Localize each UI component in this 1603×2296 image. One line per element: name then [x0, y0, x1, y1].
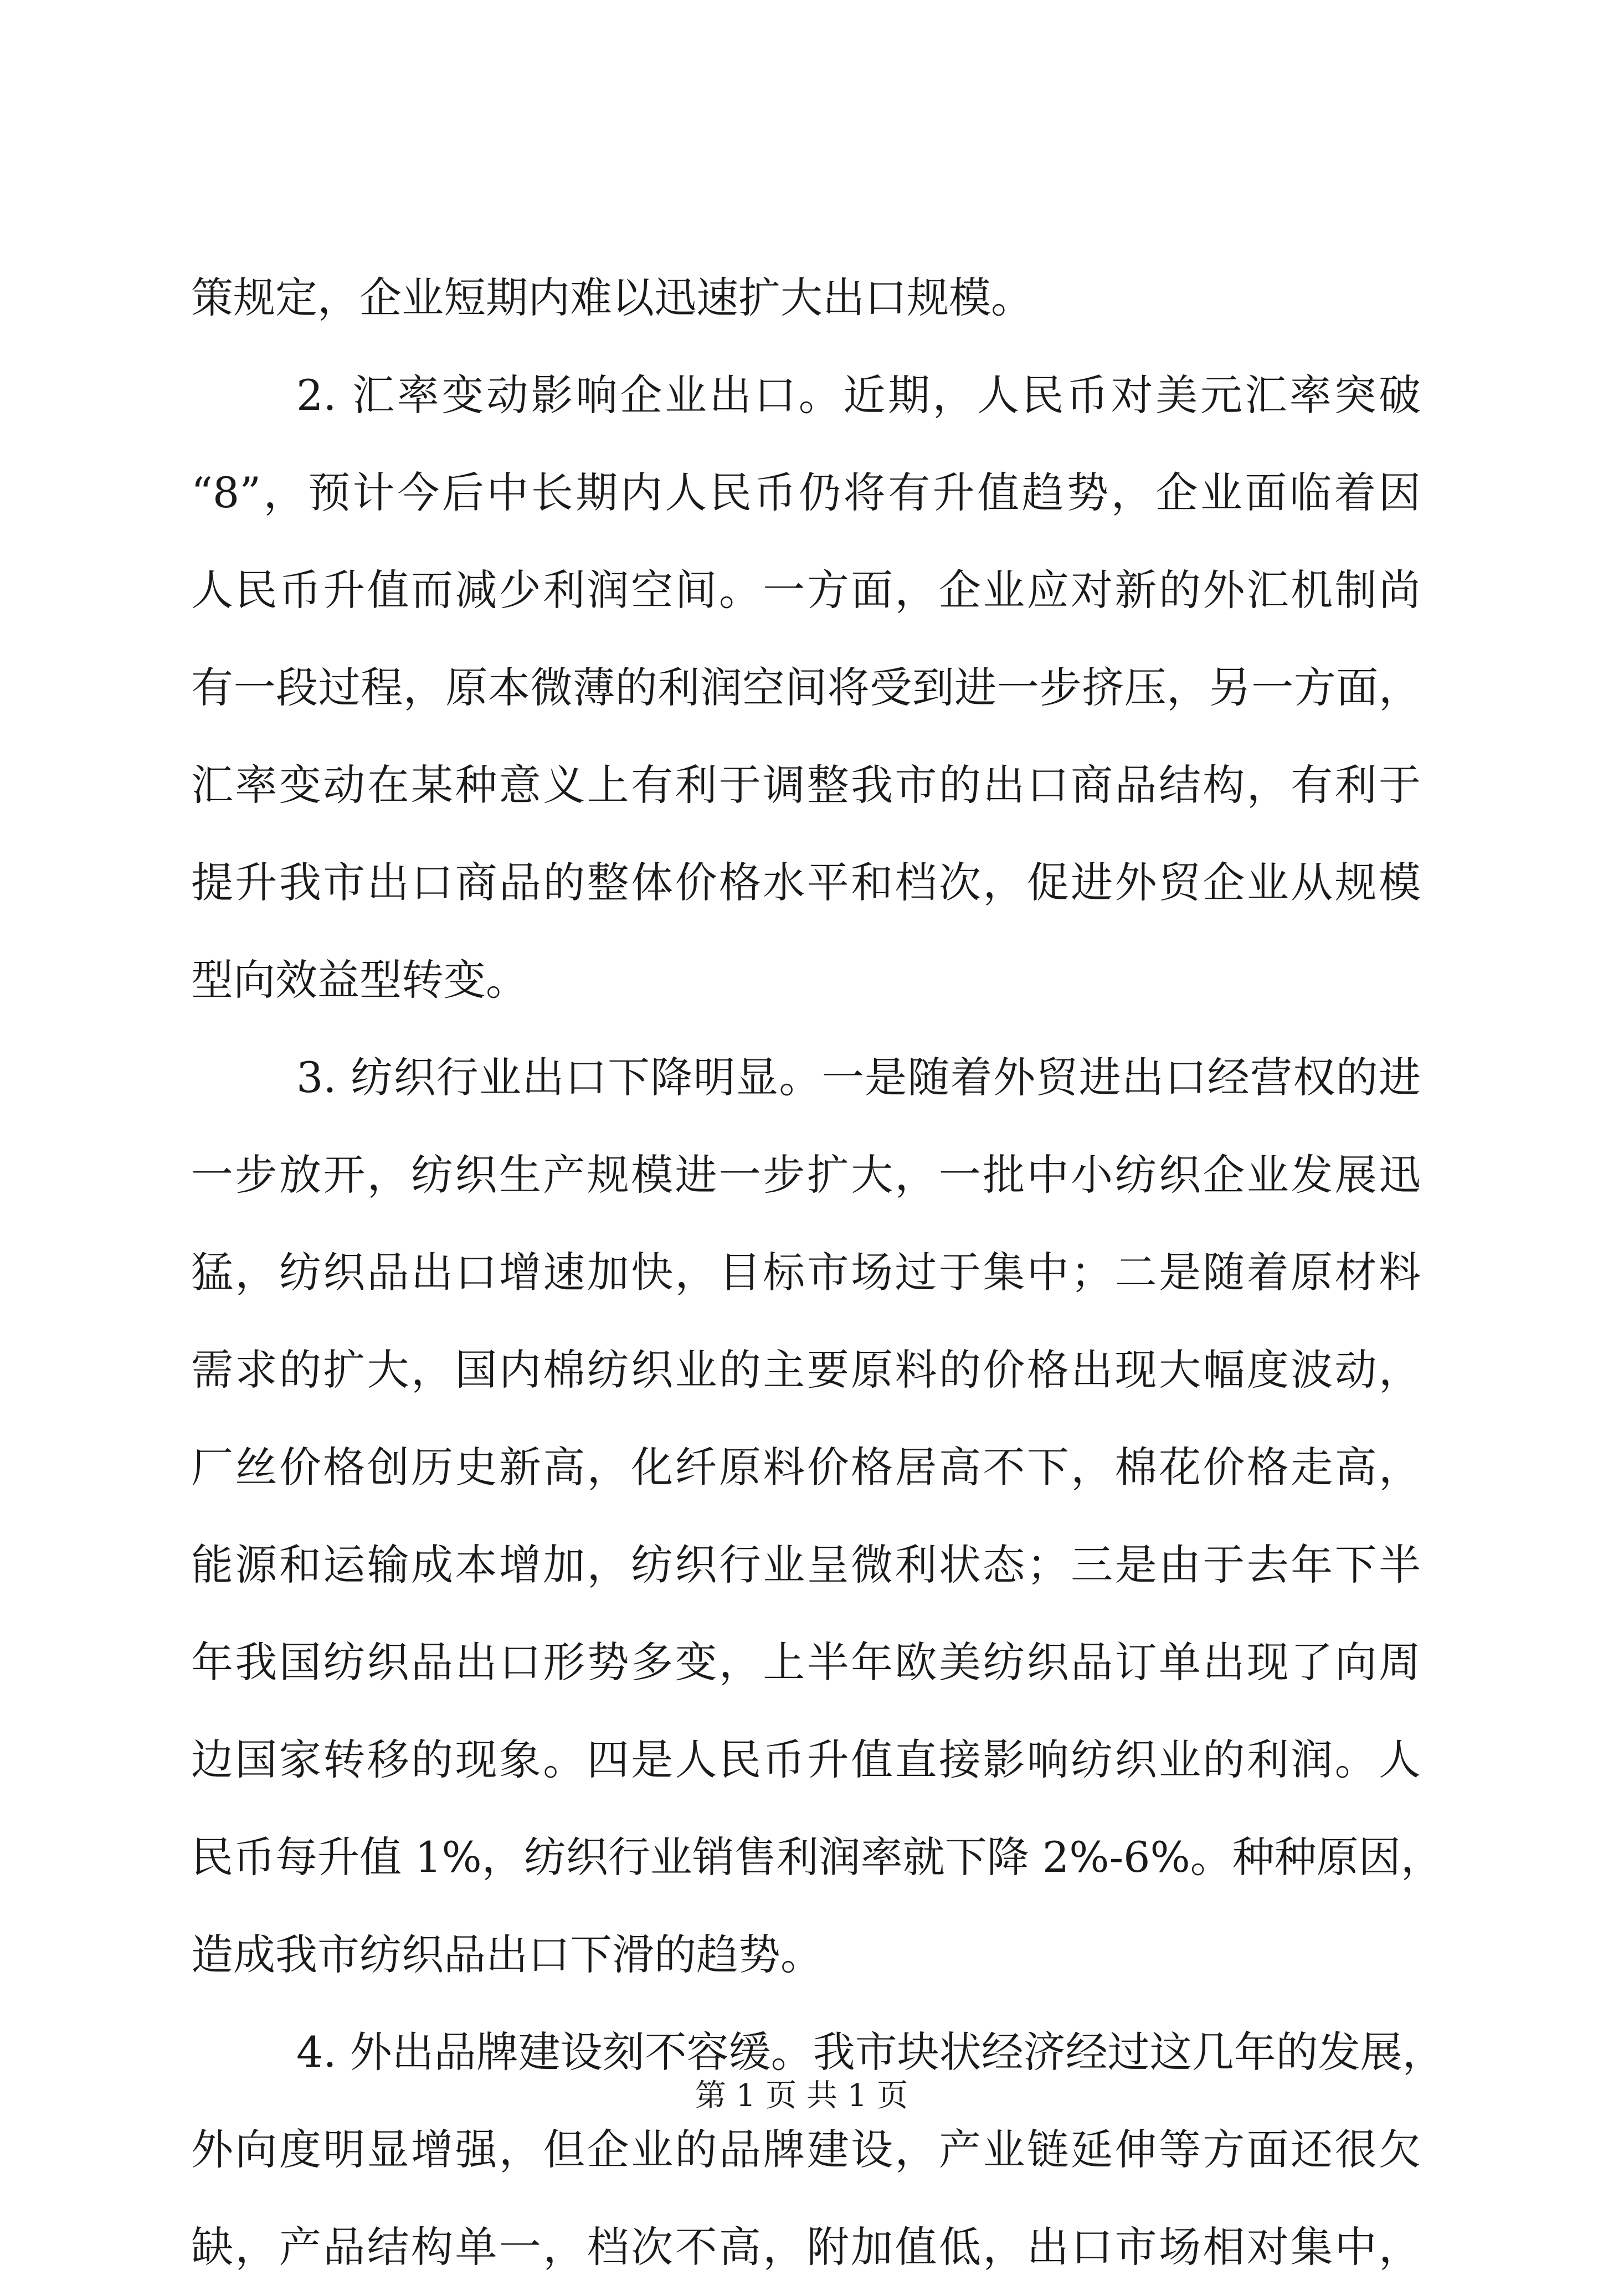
text-line: 人民币升值而减少利润空间。一方面，企业应对新的外汇机制尚	[191, 565, 1421, 615]
text-line: 外向度明显增强，但企业的品牌建设，产业链延伸等方面还很欠	[191, 2125, 1421, 2174]
text-line: 缺，产品结构单一，档次不高，附加值低，出口市场相对集中，	[191, 2222, 1421, 2272]
text-line: 边国家转移的现象。四是人民币升值直接影响纺织业的利润。人	[191, 1735, 1421, 1784]
text-line: 猛，纺织品出口增速加快，目标市场过于集中；二是随着原材料	[191, 1248, 1421, 1297]
text-line: 能源和运输成本增加，纺织行业呈微利状态；三是由于去年下半	[191, 1540, 1421, 1589]
text-line: 型向效益型转变。	[191, 955, 528, 1005]
text-line: 年我国纺织品出口形势多变，上半年欧美纺织品订单出现了向周	[191, 1638, 1421, 1687]
text-line: 4. 外出品牌建设刻不容缓。我市块状经济经过这几年的发展，	[296, 2027, 1445, 2077]
text-line: 有一段过程，原本微薄的利润空间将受到进一步挤压，另一方面，	[191, 663, 1421, 712]
text-line: 提升我市出口商品的整体价格水平和档次，促进外贸企业从规模	[191, 858, 1421, 907]
text-line: 厂丝价格创历史新高，化纤原料价格居高不下，棉花价格走高，	[191, 1443, 1421, 1492]
text-line: 汇率变动在某种意义上有利于调整我市的出口商品结构，有利于	[191, 760, 1421, 810]
text-line: 需求的扩大，国内棉纺织业的主要原料的价格出现大幅度波动，	[191, 1345, 1421, 1394]
text-line: 策规定，企业短期内难以迅速扩大出口规模。	[191, 273, 1033, 322]
text-line: 2. 汇率变动影响企业出口。近期，人民币对美元汇率突破	[296, 370, 1421, 420]
text-line: 造成我市纺织品出口下滑的趋势。	[191, 1930, 823, 1979]
document-body	[191, 249, 1445, 2296]
page-footer: 第 1 页 共 1 页	[695, 2078, 908, 2114]
text-line: “8”，预计今后中长期内人民币仍将有升值趋势，企业面临着因	[191, 468, 1421, 517]
text-line: 民币每升值 1%，纺织行业销售利润率就下降 2%-6%。种种原因，	[191, 1832, 1443, 1882]
text-line: 一步放开，纺织生产规模进一步扩大，一批中小纺织企业发展迅	[191, 1150, 1421, 1200]
text-line: 3. 纺织行业出口下降明显。一是随着外贸进出口经营权的进	[296, 1053, 1421, 1102]
